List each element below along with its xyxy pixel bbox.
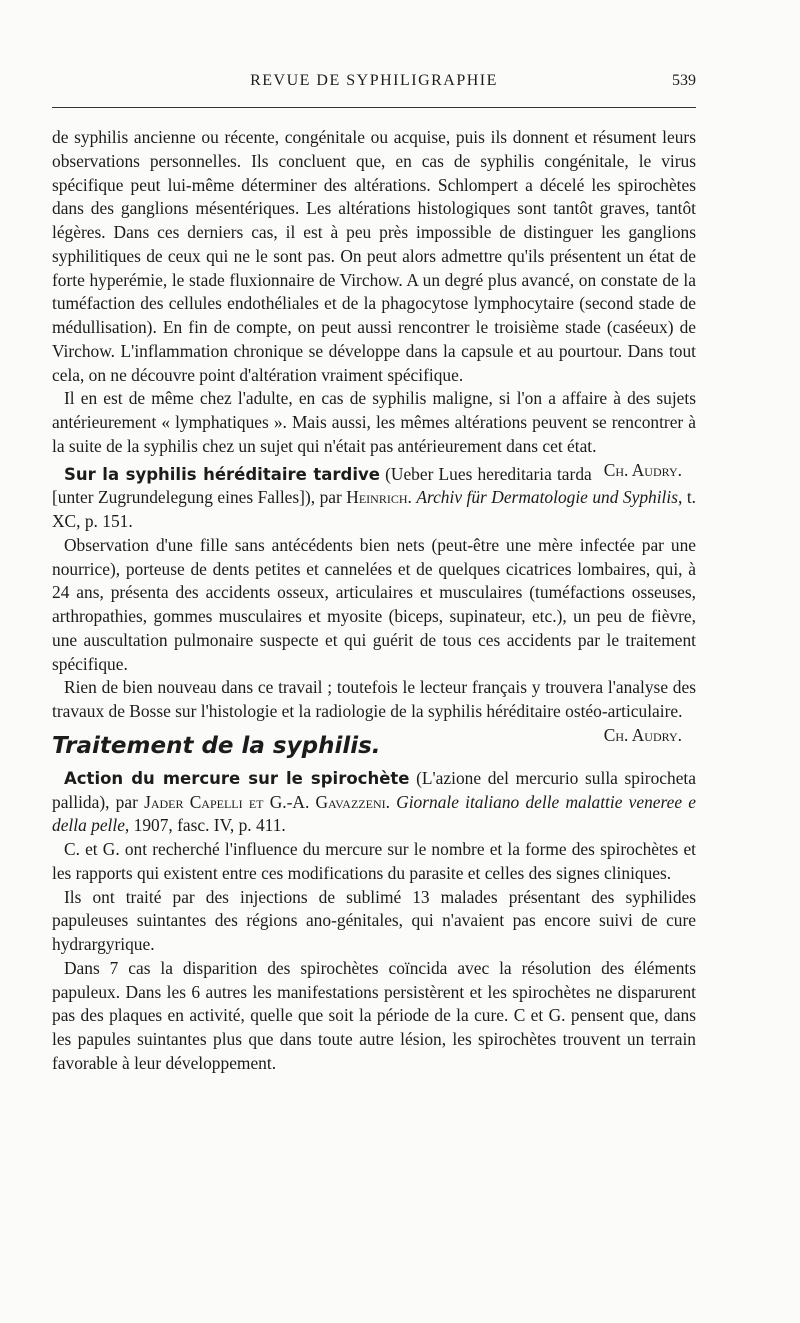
signature: Ch. Audry. (603, 459, 682, 480)
author-name: Heinrich (346, 487, 408, 508)
reference-text: , 1907, fasc. IV, p. 411. (124, 815, 286, 836)
paragraph: C. et G. ont recherché l'influence du mercure sur le nombre et la forme des spirochètes et les rapports qui existent entre ces modifications du parasite et celles des signes cliniques. (52, 839, 696, 883)
paragraph: Dans 7 cas la disparition des spirochètes coïncida avec la résolution des éléments papuleux. Dans les 6 autres les manifestations persistèrent et les spirochètes ne disparurent pas des plaques en activité, quelle que soit la période de la cure. C et G. pensent que, dans les papules suintantes plus que dans toute autre lésion, les spirochètes trouvent un terrain favorable à leur développement. (52, 957, 696, 1073)
page-header (52, 72, 696, 94)
reference-text: (L'azione del mercurio sulla spirocheta pallida), par (52, 767, 696, 812)
reference-text: . (385, 791, 397, 812)
paragraph: de syphilis ancienne ou récente, congénitale ou acquise, puis ils donnent et résument leurs observations personnelles. Ils concluent que, en cas de syphilis congénitale, le virus spécifique peut lui-même déterminer des altérations. Schlompert a décelé les spirochètes dans des ganglions mésentériques. Les altérations histologiques sont tantôt graves, tantôt légères. Dans ces derniers cas, il est à peu près impossible de distinguer les ganglions syphilitiques de ceux qui ne le sont pas. On peut alors admettre qu'ils présentent un état de forte hyperémie, le stade fluxionnaire de Virchow. A un degré plus avancé, on constate de la tuméfaction des cellules endothéliales et de la phagocytose lymphocytaire (second stade de médullisation). En fin de compte, on peut aussi rencontrer le troisième stade (caséeux) de Virchow. L'inflammation chronique se développe dans la capsule et au pourtour. Dans tout cela, on ne découvre point d'altération vraiment spécifique. (52, 127, 696, 385)
page-body (52, 126, 696, 1076)
paragraph-text: Rien de bien nouveau dans ce travail ; toutefois le lecteur français y trouvera l'analyse des travaux de Bosse sur l'histologie et la radiologie de la syphilis héréditaire ostéo-articulaire. (52, 677, 696, 721)
header-rule (52, 107, 696, 108)
reference-text: . (407, 487, 417, 508)
author-name: Jader Capelli et G.-A. Gavazzeni (144, 791, 386, 812)
reference-text: (Ueber Lues hereditaria tarda [unter Zugrundelegung eines Falles]), par (52, 463, 592, 508)
paragraph-with-signature (52, 676, 696, 745)
signature: Ch. Audry. (603, 724, 682, 745)
journal-name: Giornale italiano delle malattie veneree e della pelle (52, 791, 696, 836)
paragraph-text: Il en est de même chez l'adulte, en cas de syphilis maligne, si l'on a affaire à des sujets antérieurement « lymphatiques ». Mais aussi, les mêmes altérations peuvent se rencontrer à la suite de la syphilis chez un sujet qui n'était pas antérieurement dans cet état. (52, 388, 696, 456)
paragraph: Observation d'une fille sans antécédents bien nets (peut-être une mère infectée par une nourrice), porteuse de dents petites et cannelées et de quelques cicatrices lombaires, qui, à 24 ans, présenta des accidents osseux, articulaires et musculaires (tuméfactions osseuses, arthropathies, gommes musculaires et myosite (biceps, supinateur, etc.), un peu de fièvre, une auscultation pulmonaire suspecte et qui guérit de tous ces accidents par le traitement spécifique. (52, 534, 696, 674)
reference-text: , t. XC, p. 151. (52, 487, 697, 531)
journal-name: Archiv für Dermatologie und Syphilis (416, 487, 678, 508)
page-number: 539 (672, 72, 696, 89)
section-title: Traitement de la syphilis. (52, 732, 381, 759)
article-title: Sur la syphilis héréditaire tardive (64, 464, 380, 484)
running-title: REVUE DE SYPHILIGRAPHIE (250, 72, 498, 89)
article-title: Action du mercure sur le spirochète (64, 768, 410, 788)
paragraph: Ils ont traité par des injections de sublimé 13 malades présentant des syphilides papuleuses suintantes des régions ano-génitales, qui n'avaient pas encore suivi de cure hydrargyrique. (52, 886, 696, 954)
article-reference (52, 767, 696, 838)
